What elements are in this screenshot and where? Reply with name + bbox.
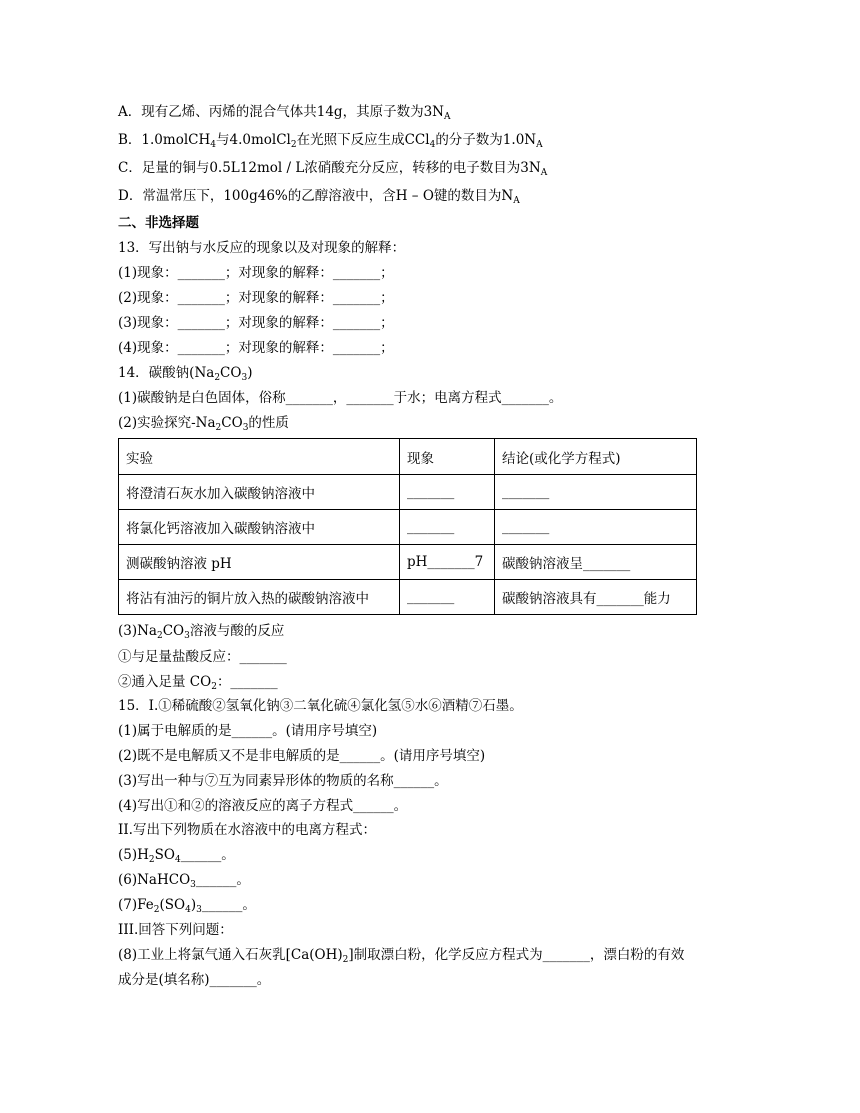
- table-cell: _______: [400, 475, 495, 510]
- table-row: [119, 510, 697, 545]
- q14-part-1: (1)碳酸钠是白色固体，俗称_______，_______于水；电离方程式_______。: [118, 390, 563, 406]
- table-header-cell: 实验: [119, 439, 400, 475]
- q14-title: 14．碳酸钠$(Na_2CO_3)$: [118, 365, 253, 383]
- q15-part-1: (1)属于电解质的是______。(请用序号填空): [118, 723, 378, 739]
- q15-part-4: (4)写出①和②的溶液反应的离子方程式______。: [118, 798, 408, 814]
- q15-title: 15．I.①稀硫酸②氢氧化钠③二氧化硫④氯化氢⑤水⑥酒精⑦石墨。: [118, 698, 523, 714]
- table-cell: 将沾有油污的铜片放入热的碳酸钠溶液中: [119, 580, 400, 615]
- option-c: C．足量的铜与0.5L12mol / L浓硝酸充分反应，转移的电子数目为$3N_A$: [118, 160, 548, 178]
- table-cell: _______: [400, 510, 495, 545]
- table-cell: _______: [495, 510, 697, 545]
- option-d: D．常温常压下，100g46%的乙醇溶液中，含H – O键的数目为$N_A$: [118, 188, 520, 206]
- table-header-cell: 现象: [400, 439, 495, 475]
- table-cell: 碳酸钠溶液呈_______: [495, 545, 697, 580]
- table-cell: _______: [495, 475, 697, 510]
- table-cell: 将澄清石灰水加入碳酸钠溶液中: [119, 475, 400, 510]
- table-row: [119, 580, 697, 615]
- q13-item-4: (4)现象：_______；对现象的解释：_______；: [118, 340, 394, 356]
- q14-part-3b: ②通入足量 $CO_2$：_______: [118, 674, 278, 692]
- experiment-table: [118, 438, 697, 615]
- q15-part-5: $(5)H_2SO_4\_\_\_\_\_\_$。: [118, 847, 235, 865]
- section-heading: 二、非选择题: [118, 215, 199, 231]
- q13-title: 13．写出钠与水反应的现象以及对现象的解释：: [118, 240, 406, 256]
- table-cell: 将氯化钙溶液加入碳酸钠溶液中: [119, 510, 400, 545]
- table-row: [119, 475, 697, 510]
- q15-part-3: (3)写出一种与⑦互为同素异形体的物质的名称______。: [118, 773, 448, 789]
- table-cell: _______: [400, 580, 495, 615]
- q15-part-7: $(7)Fe_2(SO_4)_3\_\_\_\_\_\_$。: [118, 897, 256, 915]
- q15-part-8-cont: 成分是(填名称)_______。: [118, 972, 271, 988]
- q15-section-2: II.写出下列物质在水溶液中的电离方程式：: [118, 822, 376, 838]
- table-cell: 测碳酸钠溶液 pH: [119, 545, 400, 580]
- q13-item-1: (1)现象：_______；对现象的解释：_______；: [118, 265, 394, 281]
- q15-part-2: (2)既不是电解质又不是非电解质的是______。(请用序号填空): [118, 748, 486, 764]
- table-cell: 碳酸钠溶液具有_______能力: [495, 580, 697, 615]
- table-cell: pH_______7: [400, 545, 495, 580]
- option-a: A．现有乙烯、丙烯的混合气体共14g，其原子数为$3N_A$: [118, 104, 451, 122]
- q14-part-3: $(3)Na_2CO_3$溶液与酸的反应: [118, 623, 285, 641]
- q15-part-8: (8)工业上将氯气通入石灰乳$[Ca(OH)_2]$制取漂白粉，化学反应方程式为_______，漂白粉的有效: [118, 947, 685, 965]
- q13-item-2: (2)现象：_______；对现象的解释：_______；: [118, 290, 394, 306]
- option-b: B．1.0molCH$_4$与4.0molCl$_2$在光照下反应生成CCl$_4$的分子数为$1.0N_A$: [118, 132, 543, 150]
- table-header-cell: 结论(或化学方程式): [495, 439, 697, 475]
- table-header-row: [119, 439, 697, 475]
- q13-item-3: (3)现象：_______；对现象的解释：_______；: [118, 315, 394, 331]
- q15-section-3: III.回答下列问题：: [118, 922, 233, 938]
- q14-part-2: (2)实验探究$-Na_2CO_3$的性质: [118, 415, 289, 433]
- table-row: [119, 545, 697, 580]
- q15-part-6: (6)NaHCO$_3$______。: [118, 872, 250, 890]
- q14-part-3a: ①与足量盐酸反应：_______: [118, 649, 287, 665]
